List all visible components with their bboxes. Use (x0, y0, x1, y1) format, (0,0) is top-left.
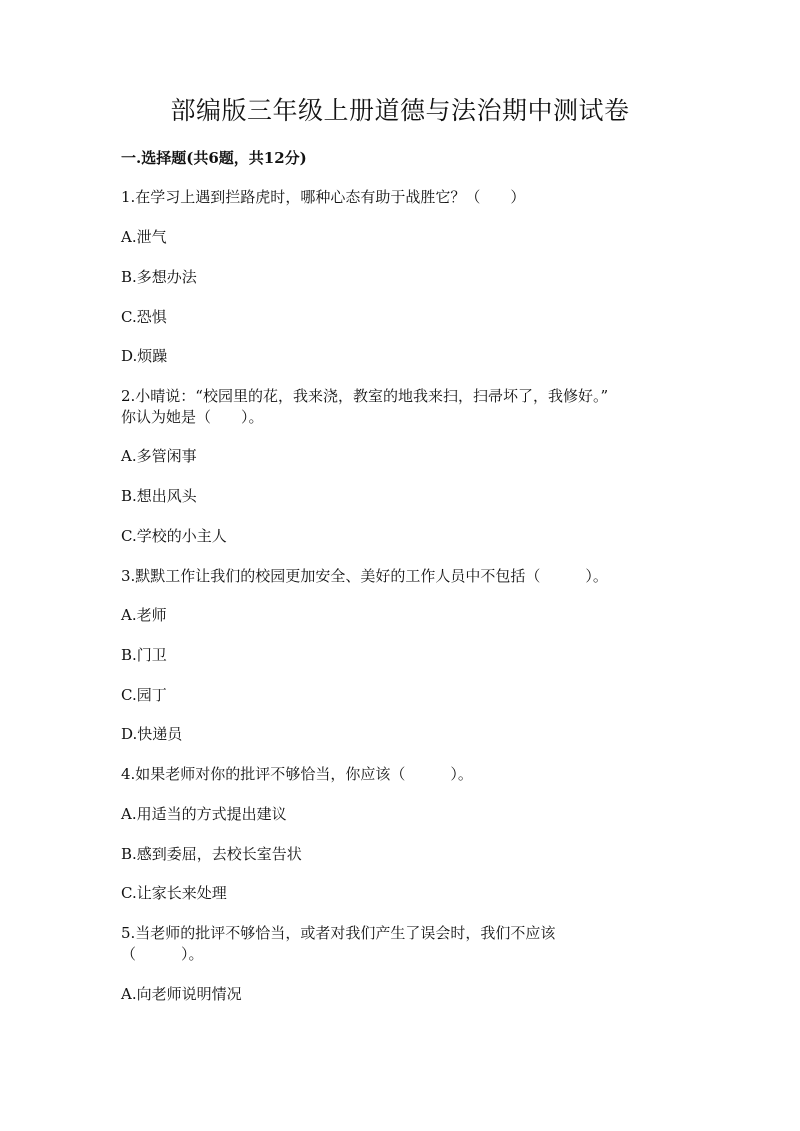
question-1-option-b: B.多想办法 (121, 268, 197, 286)
question-1-option-d: D.烦躁 (121, 347, 168, 365)
question-3-option-b: B.门卫 (121, 646, 167, 664)
question-4-option-b: B.感到委屈，去校长室告状 (121, 845, 302, 863)
section-heading: 一.选择题(共6题，共12分) (121, 149, 307, 167)
question-2-text-line-2: 你认为她是（ ）。 (121, 408, 264, 426)
page-title: 部编版三年级上册道德与法治期中测试卷 (170, 96, 630, 125)
question-2-option-a: A.多管闲事 (121, 447, 197, 465)
question-4-text: 4.如果老师对你的批评不够恰当，你应该（ ）。 (121, 765, 473, 783)
question-3-text: 3.默默工作让我们的校园更加安全、美好的工作人员中不包括（ ）。 (121, 567, 608, 585)
question-1-text: 1.在学习上遇到拦路虎时，哪种心态有助于战胜它？（ ） (121, 188, 526, 206)
question-4-option-a: A.用适当的方式提出建议 (121, 805, 287, 823)
question-5-option-a: A.向老师说明情况 (121, 985, 242, 1003)
question-2-option-b: B.想出风头 (121, 487, 197, 505)
question-5-text-line-1: 5.当老师的批评不够恰当，或者对我们产生了误会时，我们不应该 (121, 924, 556, 942)
question-2-text-line-1: 2.小晴说：“校园里的花，我来浇，教室的地我来扫，扫帚坏了，我修好。” (121, 387, 609, 405)
question-1-option-c: C.恐惧 (121, 308, 167, 326)
question-4-option-c: C.让家长来处理 (121, 884, 227, 902)
question-3-option-d: D.快递员 (121, 725, 183, 743)
question-3-option-a: A.老师 (121, 606, 167, 624)
question-1-option-a: A.泄气 (121, 228, 167, 246)
question-3-option-c: C.园丁 (121, 686, 167, 704)
question-2-option-c: C.学校的小主人 (121, 527, 227, 545)
question-5-text-line-2: （ ）。 (121, 945, 204, 963)
